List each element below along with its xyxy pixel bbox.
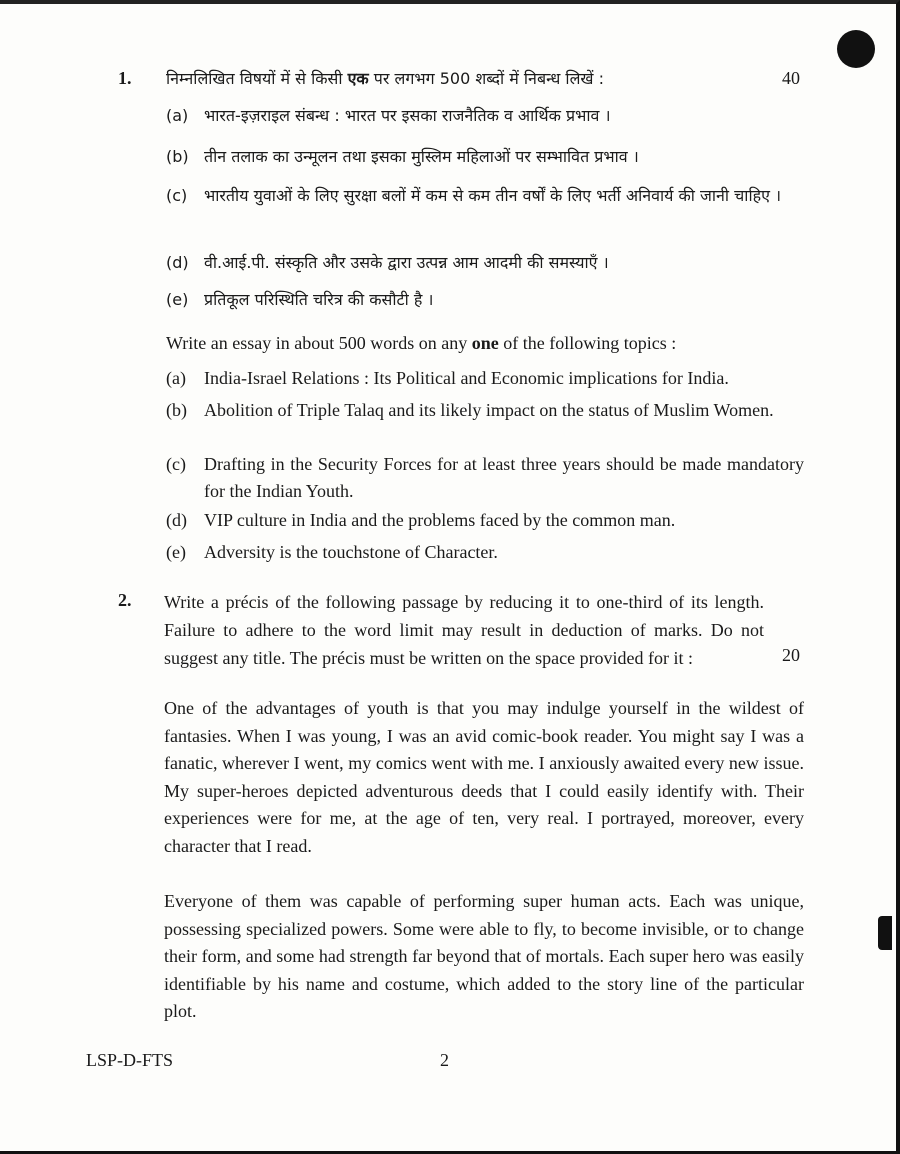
instruction-hi-part: पर लगभग 500 शब्दों में निबन्ध लिखें : [368,69,604,88]
question-2-instruction: Write a précis of the following passage by reducing it to one-third of its length. Failure to adhere to the word limit may result in deduction of marks. Do not suggest any title. The précis must be written on the space provided for it : [164,592,764,668]
hindi-topic-e: (e) प्रतिकूल परिस्थिति चरित्र की कसौटी है । [166,290,434,309]
english-topic-c: (c) Drafting in the Security Forces for at least three years should be made mandatory for the Indian Youth. [166,454,804,501]
question-1-instruction-english: Write an essay in about 500 words on any one of the following topics : [166,333,677,353]
hindi-topic-c: (c) भारतीय युवाओं के लिए सुरक्षा बलों में कम से कम तीन वर्षों के लिए भर्ती अनिवार्य की जानी चाहिए । [166,186,782,205]
hindi-topic-b: (b) तीन तलाक का उन्मूलन तथा इसका मुस्लिम महिलाओं पर सम्भावित प्रभाव । [166,147,639,166]
question-1-marks: 40 [782,68,800,88]
instruction-hi-part: निम्नलिखित विषयों में से किसी [166,69,348,88]
page-number: 2 [440,1050,449,1070]
question-1-instruction-hindi [166,64,726,94]
english-topic-d: (d) VIP culture in India and the problems faced by the common man. [166,510,676,530]
binding-mark [878,916,892,950]
instruction-hi-emphasis: एक [347,69,369,88]
english-topic-e: (e) Adversity is the touchstone of Character. [166,542,498,562]
question-2-marks: 20 [782,645,800,665]
passage-paragraph-2: Everyone of them was capable of performing super human acts. Each was unique, possessing specialized powers. Some were able to fly, to become invisible, or to change their form, and some had strength far beyond that of mortals. Each super hero was easily identifiable by his name and costume, which added to the story line of the particular plot. [164,891,804,1021]
question-2-number: 2. [118,590,132,610]
passage-paragraph-1: One of the advantages of youth is that you may indulge yourself in the wildest of fantasies. When I was young, I was an avid comic-book reader. You might say I was a fanatic, wherever I went, my comics went with me. I anxiously awaited every new issue. My super-heroes depicted adventurous deeds that I could easily identify with. Their experiences were for me, at the age of ten, very real. I portrayed, moreover, every character that I read. [164,698,804,856]
instruction-en-emphasis: one [471,333,499,353]
english-topic-b: (b) Abolition of Triple Talaq and its likely impact on the status of Muslim Women. [166,400,774,420]
question-1-number: 1. [118,68,132,88]
paper-code: LSP-D-FTS [86,1050,174,1070]
hindi-topic-a: (a) भारत-इज़राइल संबन्ध : भारत पर इसका राजनैतिक व आर्थिक प्रभाव । [166,106,611,125]
english-topic-a: (a) India-Israel Relations : Its Political and Economic implications for India. [166,368,729,388]
punch-hole [837,30,875,68]
hindi-topic-d: (d) वी.आई.पी. संस्कृति और उसके द्वारा उत्पन्न आम आदमी की समस्याएँ । [166,253,609,272]
